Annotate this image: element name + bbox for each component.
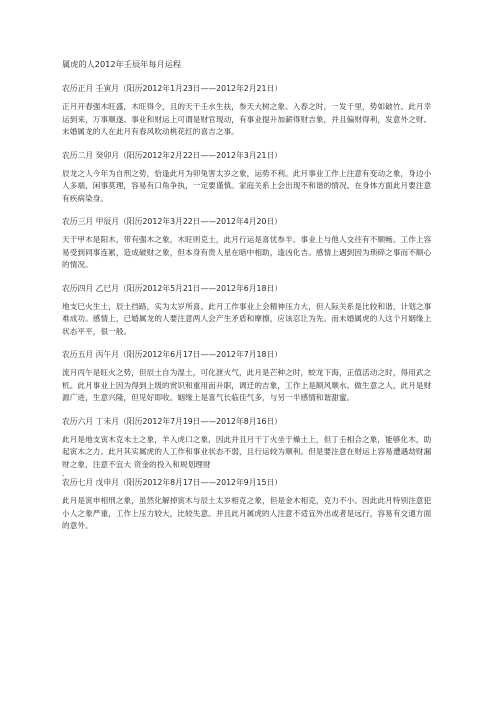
month-header: 农历二月 癸卯月（阳历2012年2月22日——2012年3月21日） xyxy=(62,150,283,160)
month-header: 农历正月 壬寅月（阳历2012年1月23日——2012年2月21日） xyxy=(62,84,283,93)
month-body: 流月丙午是旺火之势，但辰土自为湿土，可化泄火气，此月是芒种之时，蛟龙下海，正值活动之时，得用武之机。此月事业上因为得到上级的赏识和重用而升职，调迁的吉象，工作上是顺风顺水。做生意之人，此月是财源广进，生意兴隆，但见好即收。姻缘上是喜气长临佳气多，与另一半感情和谐甜蜜。 xyxy=(62,368,432,402)
month-header: 农历三月 甲辰月（阳历2012年3月22日——2012年4月20日） xyxy=(62,217,283,226)
month-section-3 xyxy=(62,216,438,272)
month-header: 农历六月 丁未月（阳历2012年7月19日——2012年8月16日） xyxy=(62,416,283,426)
month-body: 天干甲木是阳木，带有强木之象，木旺则克土，此月行运是喜忧参半。事业上与他人交往有不顺畅。工作上容易受到同事连累，造成破财之象，但本身有贵人星在暗中相助，逢凶化吉。感情上遇到因为琐碎之事而不顺心的情况。 xyxy=(62,235,432,269)
month-body: 正月开春强木旺盛，木旺得令，且的天干壬水生扶，参天大树之象。入春之时，一发千里，势如破竹。此月幸运到来，万事顺遂。事业和财运上可谓是财官现动，有事业提升加薪得财吉象，并且偏财得利，发意外之财。未婚属龙的人在此月有春风吹动桃花红的喜吉之事。 xyxy=(62,102,432,136)
month-body: 此月是寅申相刑之象，虽然化解掉寅木与辰土太岁相克之象，但是金木相克，克力不小。因此此月特别注意犯小人之象严重，工作上压力较大，比较失意。并且此月属虎的人注意不适宜外出或者是远行，容易有交通方面的意外。 xyxy=(62,496,432,530)
month-section-2 xyxy=(62,150,438,206)
month-body: 地支巳火生土，辰土挡路，实为太岁所喜。此月工作事业上会精神压力大，但人际关系是比较和谐，计划之事难成功。感情上，已婚属龙的人要注意两人会产生矛盾和摩擦，应该忍让为先。而未婚属虎的人这个月姻缘上状态平平，很一般。 xyxy=(62,301,432,336)
month-section-6 xyxy=(62,416,438,472)
document-title: 属虎的人2012年壬辰年每月运程 xyxy=(62,59,182,69)
month-body: 辰龙之人今年为自刑之势，恰逢此月为卯兔害太岁之象，运势不利。此月事业工作上注意有变动之象，身边小人多端，闲事莫理，容易有口角争执，一定要谨慎。家庭关系上会出现不和谐的情况。在身体方面此月要注意有疾病染身。 xyxy=(62,168,432,203)
month-header: 农历五月 丙午月（阳历2012年6月17日——2012年7月18日） xyxy=(62,350,283,359)
month-section-1 xyxy=(62,83,438,139)
month-header: 农历四月 乙巳月（阳历2012年5月21日——2012年6月18日） xyxy=(62,283,283,293)
stray-dot: . xyxy=(62,469,65,478)
month-section-4 xyxy=(62,283,438,339)
document-content xyxy=(62,58,438,533)
month-header: 农历七月 戊申月（阳历2012年8月17日——2012年9月15日） xyxy=(62,478,283,487)
month-section-7 xyxy=(62,477,438,533)
month-body: 此月是地支寅木克未土之象，羊入虎口之象，因此并且月干丁火坐于燥土上，但丁壬相合之象，能够化木，助起寅木之力。此月其实属虎的人工作和事业状态不弱，且行运较为顺利。但是要注意在财运上容易遭遇劫财漏财之象，注意不宜大 资金的投入和规划理财 xyxy=(62,434,432,469)
month-section-5 xyxy=(62,349,438,405)
